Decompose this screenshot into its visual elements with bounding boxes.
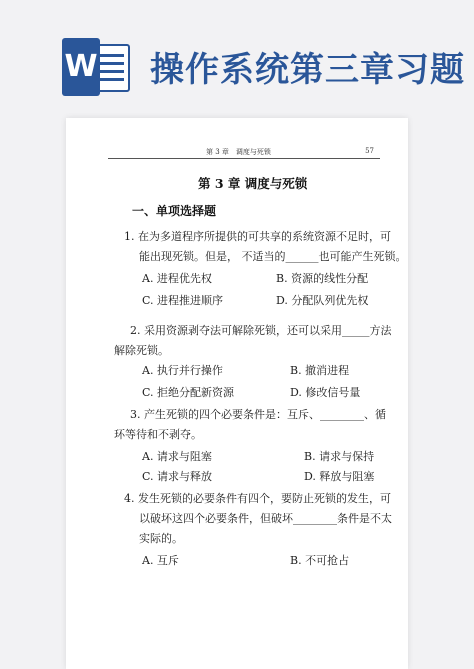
question-3-option-a: A. 请求与阻塞 [142, 450, 212, 463]
question-3-option-b: B. 请求与保持 [304, 450, 375, 463]
question-1-line-2: 能出现死锁。但是， 不适当的______也可能产生死锁。 [139, 250, 407, 263]
document-page [66, 118, 408, 669]
question-2-option-b: B. 撤消进程 [290, 364, 350, 377]
question-3-line-1: 3. 产生死锁的四个必要条件是：互斥、________、循 [130, 408, 386, 421]
running-head-page-number: 57 [365, 147, 374, 155]
question-3-option-c: C. 请求与释放 [142, 470, 213, 483]
question-4-line-2: 以破坏这四个必要条件，但破坏________条件是不太 [139, 512, 392, 525]
question-3-line-2: 环等待和不剥夺。 [114, 428, 202, 441]
question-1-option-a: A. 进程优先权 [142, 272, 212, 285]
question-4-line-3: 实际的。 [139, 532, 183, 545]
banner [0, 0, 474, 110]
question-4-option-b: B. 不可抢占 [290, 554, 350, 567]
question-2-line-1: 2. 采用资源剥夺法可解除死锁，还可以采用_____方法 [130, 324, 392, 337]
word-logo-letter: W [62, 38, 100, 96]
question-1-option-c: C. 进程推进顺序 [142, 294, 224, 307]
question-1-option-d: D. 分配队列优先权 [276, 294, 369, 307]
question-2-option-c: C. 拒绝分配新资源 [142, 386, 235, 399]
question-4-line-1: 4. 发生死锁的必要条件有四个，要防止死锁的发生，可 [124, 492, 391, 505]
chapter-title: 第 3 章 调度与死锁 [198, 176, 308, 191]
running-head-title: 第 3 章 调度与死锁 [206, 148, 271, 156]
question-3-option-d: D. 释放与阻塞 [304, 470, 375, 483]
question-2-line-2: 解除死锁。 [114, 344, 169, 357]
question-2-option-a: A. 执行并行操作 [142, 364, 223, 377]
question-1-line-1: 1. 在为多道程序所提供的可共享的系统资源不足时，可 [124, 230, 391, 243]
running-head [108, 144, 380, 159]
word-icon [62, 38, 132, 96]
banner-title: 操作系统第三章习题 [150, 50, 465, 90]
question-1-option-b: B. 资源的线性分配 [276, 272, 369, 285]
section-title: 一、单项选择题 [132, 204, 217, 218]
question-2-option-d: D. 修改信号量 [290, 386, 361, 399]
question-4-option-a: A. 互斥 [142, 554, 179, 567]
